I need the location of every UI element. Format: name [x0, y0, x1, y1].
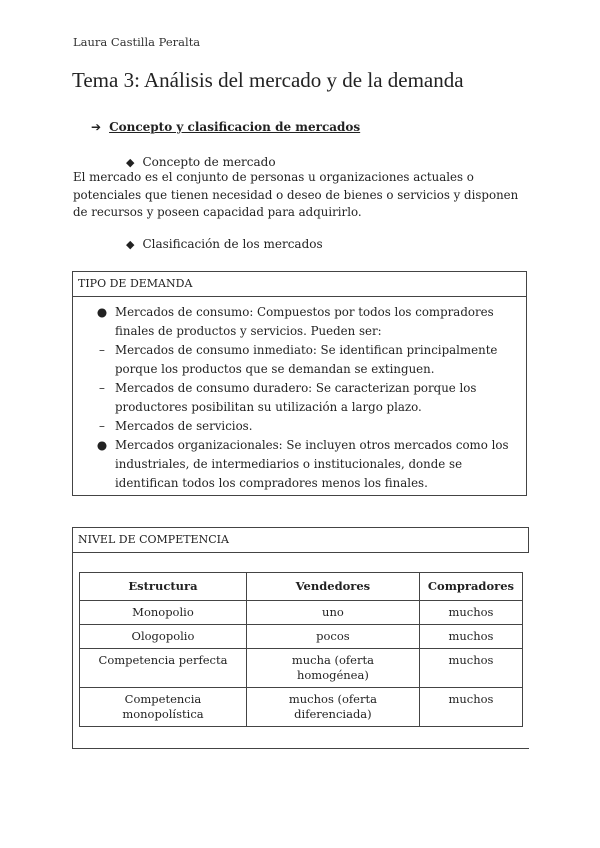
- column-header-compradores: Compradores: [419, 573, 522, 601]
- concept-heading-text: Concepto de mercado: [142, 155, 276, 169]
- list-item-text: Mercados de consumo: Compuestos por todos los compradores finales de productos y servicios. Pueden ser:: [115, 305, 494, 338]
- table-row: [80, 649, 523, 688]
- table-cell: muchos: [419, 601, 522, 625]
- section-heading-text: Concepto y clasificacion de mercados: [109, 120, 361, 134]
- bullet-dot-icon: ●: [96, 438, 108, 452]
- author-name: Laura Castilla Peralta: [73, 35, 201, 49]
- list-item: [93, 417, 520, 436]
- page-title: Tema 3: Análisis del mercado y de la demanda: [72, 68, 464, 92]
- list-item-text: Mercados organizacionales: Se incluyen otros mercados como los industriales, de intermediarios o institucionales, donde se identifican todos los compradores menos los finales.: [115, 438, 509, 490]
- table-row: [80, 688, 523, 727]
- column-header-vendedores: Vendedores: [246, 573, 419, 601]
- table-cell: muchos: [419, 649, 522, 688]
- table-cell: muchos (oferta diferenciada): [246, 688, 419, 727]
- list-item-text: Mercados de consumo duradero: Se caracterizan porque los productores posibilitan su utilización a largo plazo.: [115, 381, 477, 414]
- bullet-dot-icon: ●: [96, 305, 108, 319]
- classification-heading-text: Clasificación de los mercados: [142, 237, 323, 251]
- concept-paragraph: El mercado es el conjunto de personas u organizaciones actuales o potenciales que tienen necesidad o deseo de bienes o servicios y disponen de recursos y poseen capacidad para adquirirlo.: [73, 170, 519, 219]
- table-header-row: [80, 573, 523, 601]
- table-cell: muchos: [419, 688, 522, 727]
- table-cell: mucha (oferta homogénea): [246, 649, 419, 688]
- table-row: [80, 625, 523, 649]
- section-heading: [91, 120, 360, 134]
- table-row: [80, 601, 523, 625]
- competition-box-title: NIVEL DE COMPETENCIA: [73, 527, 529, 553]
- table-cell: Monopolio: [80, 601, 247, 625]
- list-item: [93, 436, 520, 493]
- list-item: [93, 303, 520, 341]
- list-item-text: Mercados de consumo inmediato: Se identifican principalmente porque los productos que se demandan se extinguen.: [115, 343, 498, 376]
- list-item-text: Mercados de servicios.: [115, 419, 253, 433]
- demand-list: [73, 297, 526, 493]
- concept-heading: [126, 155, 276, 169]
- competition-box: [72, 527, 529, 749]
- table-cell: Competencia monopolística: [80, 688, 247, 727]
- list-item: [93, 379, 520, 417]
- diamond-bullet-icon: ◆: [126, 238, 135, 251]
- list-item: [93, 341, 520, 379]
- table-cell: uno: [246, 601, 419, 625]
- table-cell: muchos: [419, 625, 522, 649]
- dash-bullet-icon: –: [99, 381, 105, 395]
- classification-heading: [126, 237, 323, 251]
- table-cell: Competencia perfecta: [80, 649, 247, 688]
- table-cell: Ologopolio: [80, 625, 247, 649]
- dash-bullet-icon: –: [99, 343, 105, 357]
- competition-table: [79, 572, 523, 727]
- demand-box: [72, 271, 527, 496]
- table-cell: pocos: [246, 625, 419, 649]
- box-bottom-divider: [73, 748, 529, 749]
- diamond-bullet-icon: ◆: [126, 156, 135, 169]
- demand-box-title: TIPO DE DEMANDA: [73, 272, 526, 297]
- dash-bullet-icon: –: [99, 419, 105, 433]
- arrow-right-icon: ➔: [91, 120, 102, 134]
- column-header-estructura: Estructura: [80, 573, 247, 601]
